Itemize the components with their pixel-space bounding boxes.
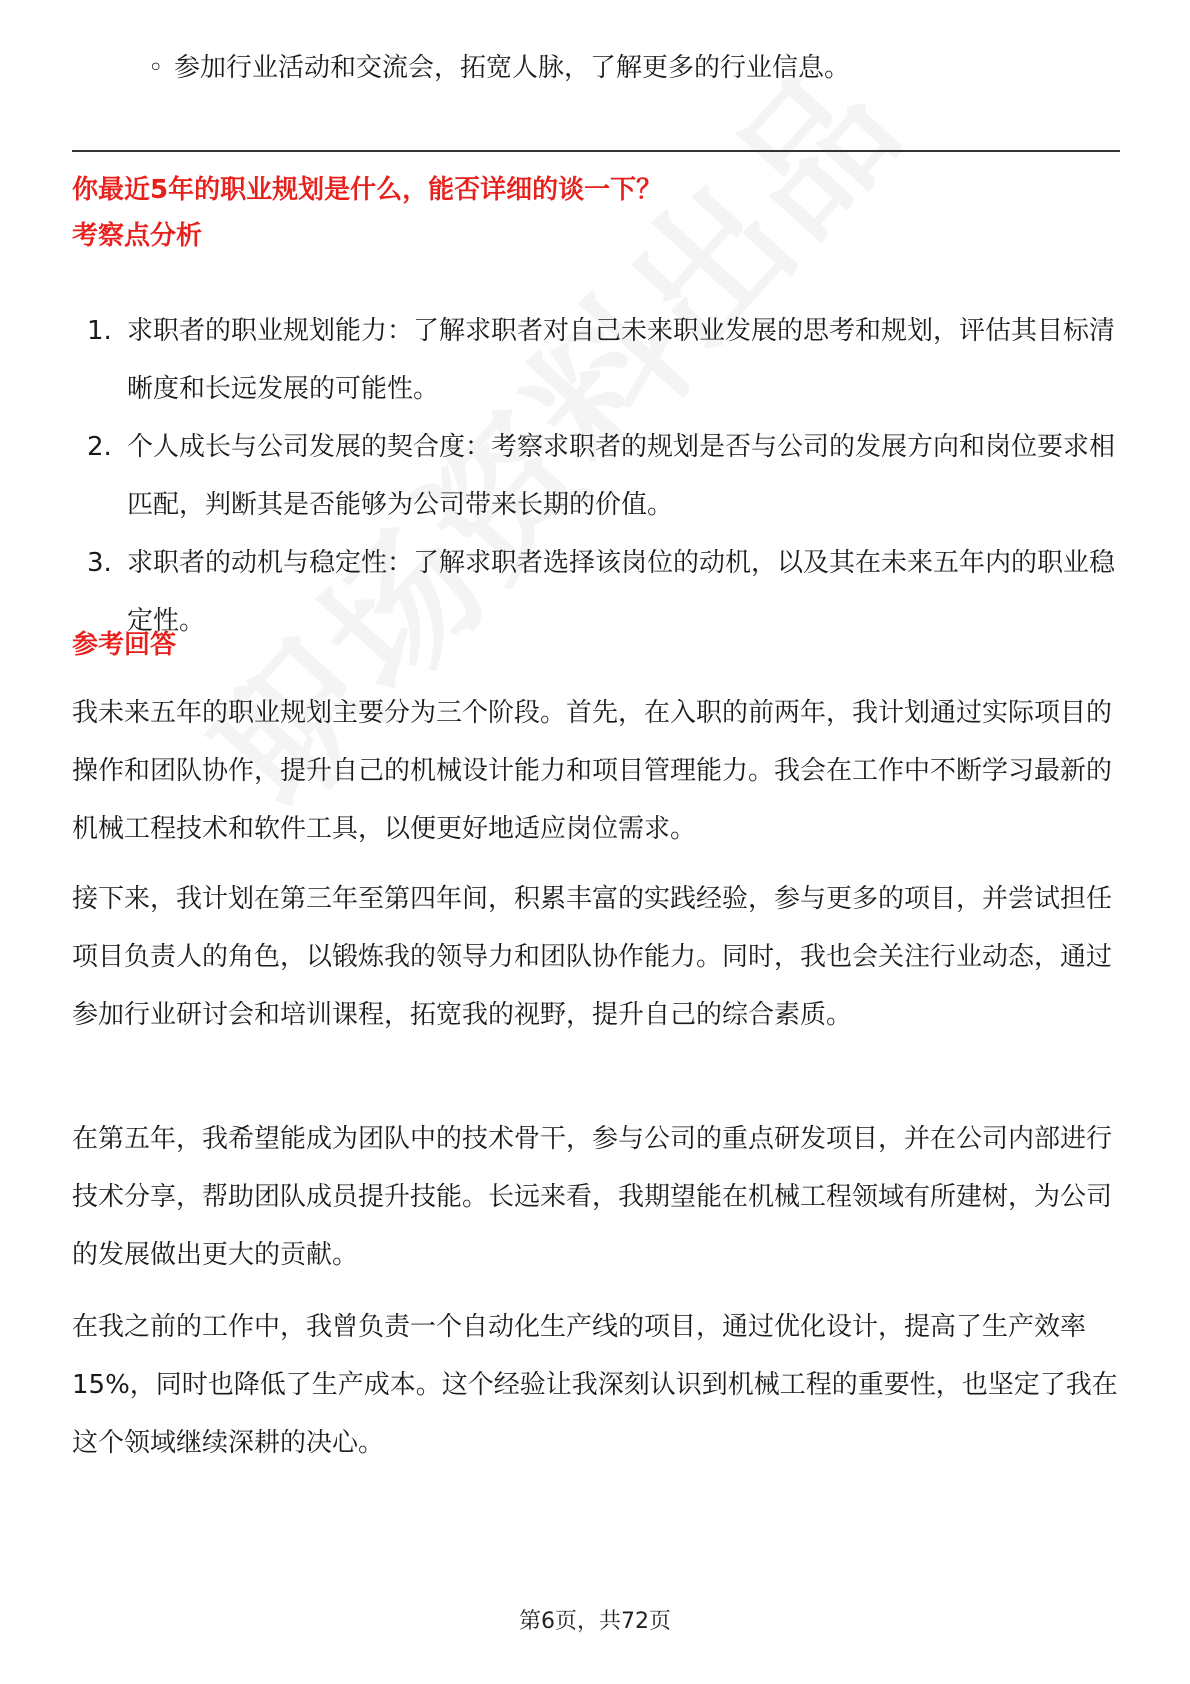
page-number-footer: 第6页，共72页	[519, 1609, 671, 1634]
point-number: 2.	[87, 432, 112, 462]
point-text: 个人成长与公司发展的契合度：考察求职者的规划是否与公司的发展方向和岗位要求相匹配，判断其是否能够为公司带来长期的价值。	[127, 432, 1116, 520]
answer-paragraph: 在第五年，我希望能成为团队中的技术骨干，参与公司的重点研发项目，并在公司内部进行技术分享，帮助团队成员提升技能。长远来看，我期望能在机械工程领域有所建树，为公司的发展做出更大的贡献。	[72, 1124, 1113, 1270]
point-text: 求职者的职业规划能力：了解求职者对自己未来职业发展的思考和规划，评估其目标清晰度和长远发展的可能性。	[127, 316, 1116, 404]
analysis-points-list	[72, 302, 1122, 650]
answer-paragraph: 在我之前的工作中，我曾负责一个自动化生产线的项目，通过优化设计，提高了生产效率15%，同时也降低了生产成本。这个经验让我深刻认识到机械工程的重要性，也坚定了我在这个领域继续深耕的决心。	[72, 1312, 1118, 1458]
analysis-point	[72, 418, 1122, 534]
answer-paragraph: 我未来五年的职业规划主要分为三个阶段。首先，在入职的前两年，我计划通过实际项目的操作和团队协作，提升自己的机械设计能力和项目管理能力。我会在工作中不断学习最新的机械工程技术和软件工具，以便更好地适应岗位需求。	[72, 698, 1113, 844]
analysis-point	[72, 534, 1122, 650]
analysis-heading: 考察点分析	[72, 221, 203, 251]
point-number: 1.	[87, 316, 112, 346]
section-divider	[72, 150, 1120, 152]
top-bullet-item	[148, 48, 850, 88]
analysis-point	[72, 302, 1122, 418]
bullet-marker: ◦	[148, 53, 164, 83]
point-number: 3.	[87, 548, 112, 578]
point-text: 求职者的动机与稳定性：了解求职者选择该岗位的动机，以及其在未来五年内的职业稳定性。	[127, 548, 1116, 636]
answer-paragraph: 接下来，我计划在第三年至第四年间，积累丰富的实践经验，参与更多的项目，并尝试担任项目负责人的角色，以锻炼我的领导力和团队协作能力。同时，我也会关注行业动态，通过参加行业研讨会和培训课程，拓宽我的视野，提升自己的综合素质。	[72, 884, 1113, 1030]
question-title: 你最近5年的职业规划是什么，能否详细的谈一下？	[72, 175, 663, 205]
bullet-text: 参加行业活动和交流会，拓宽人脉，了解更多的行业信息。	[174, 53, 851, 83]
reference-heading: 参考回答	[72, 630, 177, 660]
